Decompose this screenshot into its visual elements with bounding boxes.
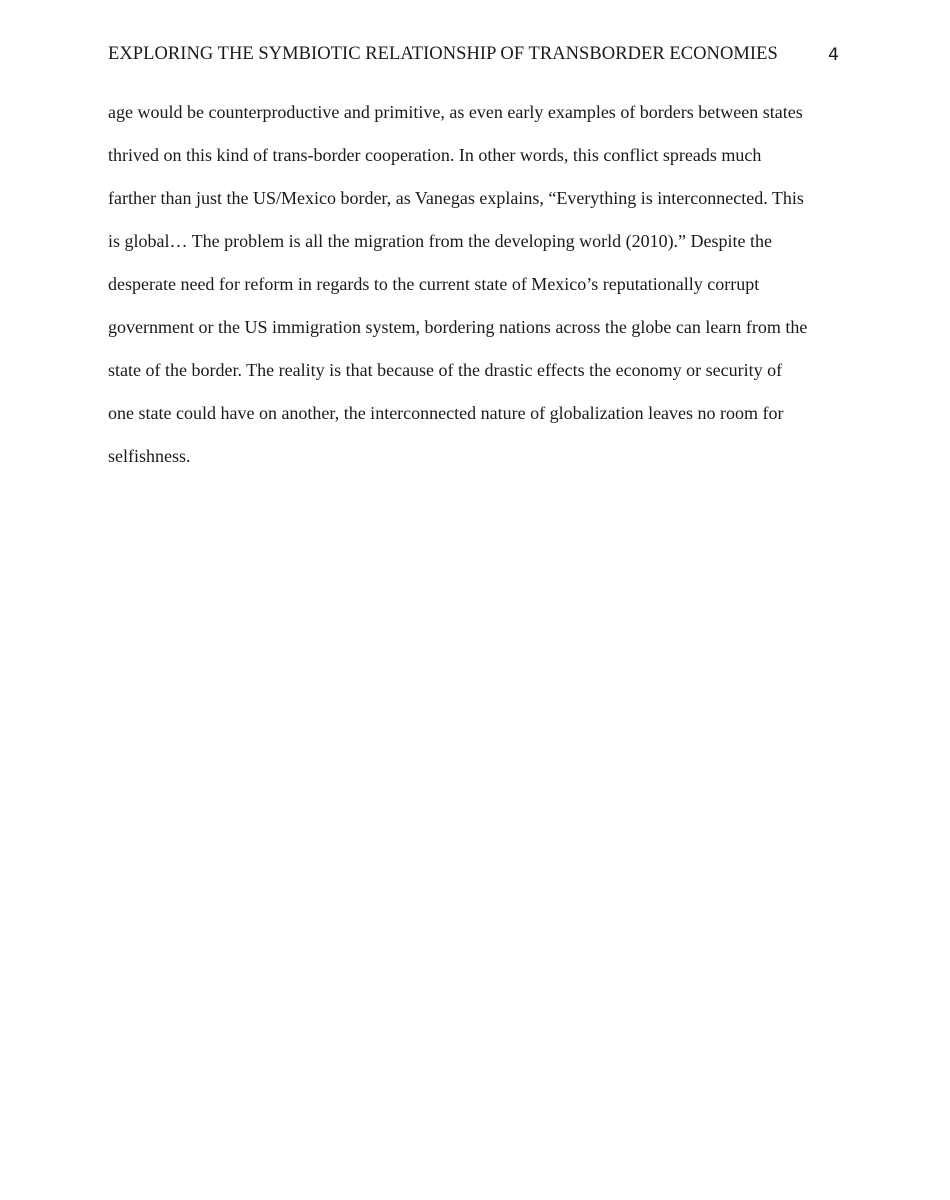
- page-header: [108, 44, 843, 70]
- running-head: EXPLORING THE SYMBIOTIC RELATIONSHIP OF TRANSBORDER ECONOMIES: [108, 44, 778, 64]
- text-line: selfishness.: [108, 446, 191, 466]
- page-number: 4: [828, 45, 839, 65]
- text-line: age would be counterproductive and primitive, as even early examples of borders between states: [108, 102, 803, 122]
- text-line: government or the US immigration system, bordering nations across the globe can learn from the: [108, 317, 808, 337]
- text-line: thrived on this kind of trans-border cooperation. In other words, this conflict spreads much: [108, 145, 762, 165]
- text-line: is global… The problem is all the migration from the developing world (2010).” Despite the: [108, 231, 773, 251]
- text-line: farther than just the US/Mexico border, as Vanegas explains, “Everything is interconnected. This: [108, 188, 804, 208]
- text-line: desperate need for reform in regards to the current state of Mexico’s reputationally corrupt: [108, 274, 760, 294]
- body-paragraph: [108, 98, 848, 485]
- text-line: one state could have on another, the interconnected nature of globalization leaves no room for: [108, 403, 784, 423]
- text-line: state of the border. The reality is that because of the drastic effects the economy or security of: [108, 360, 783, 380]
